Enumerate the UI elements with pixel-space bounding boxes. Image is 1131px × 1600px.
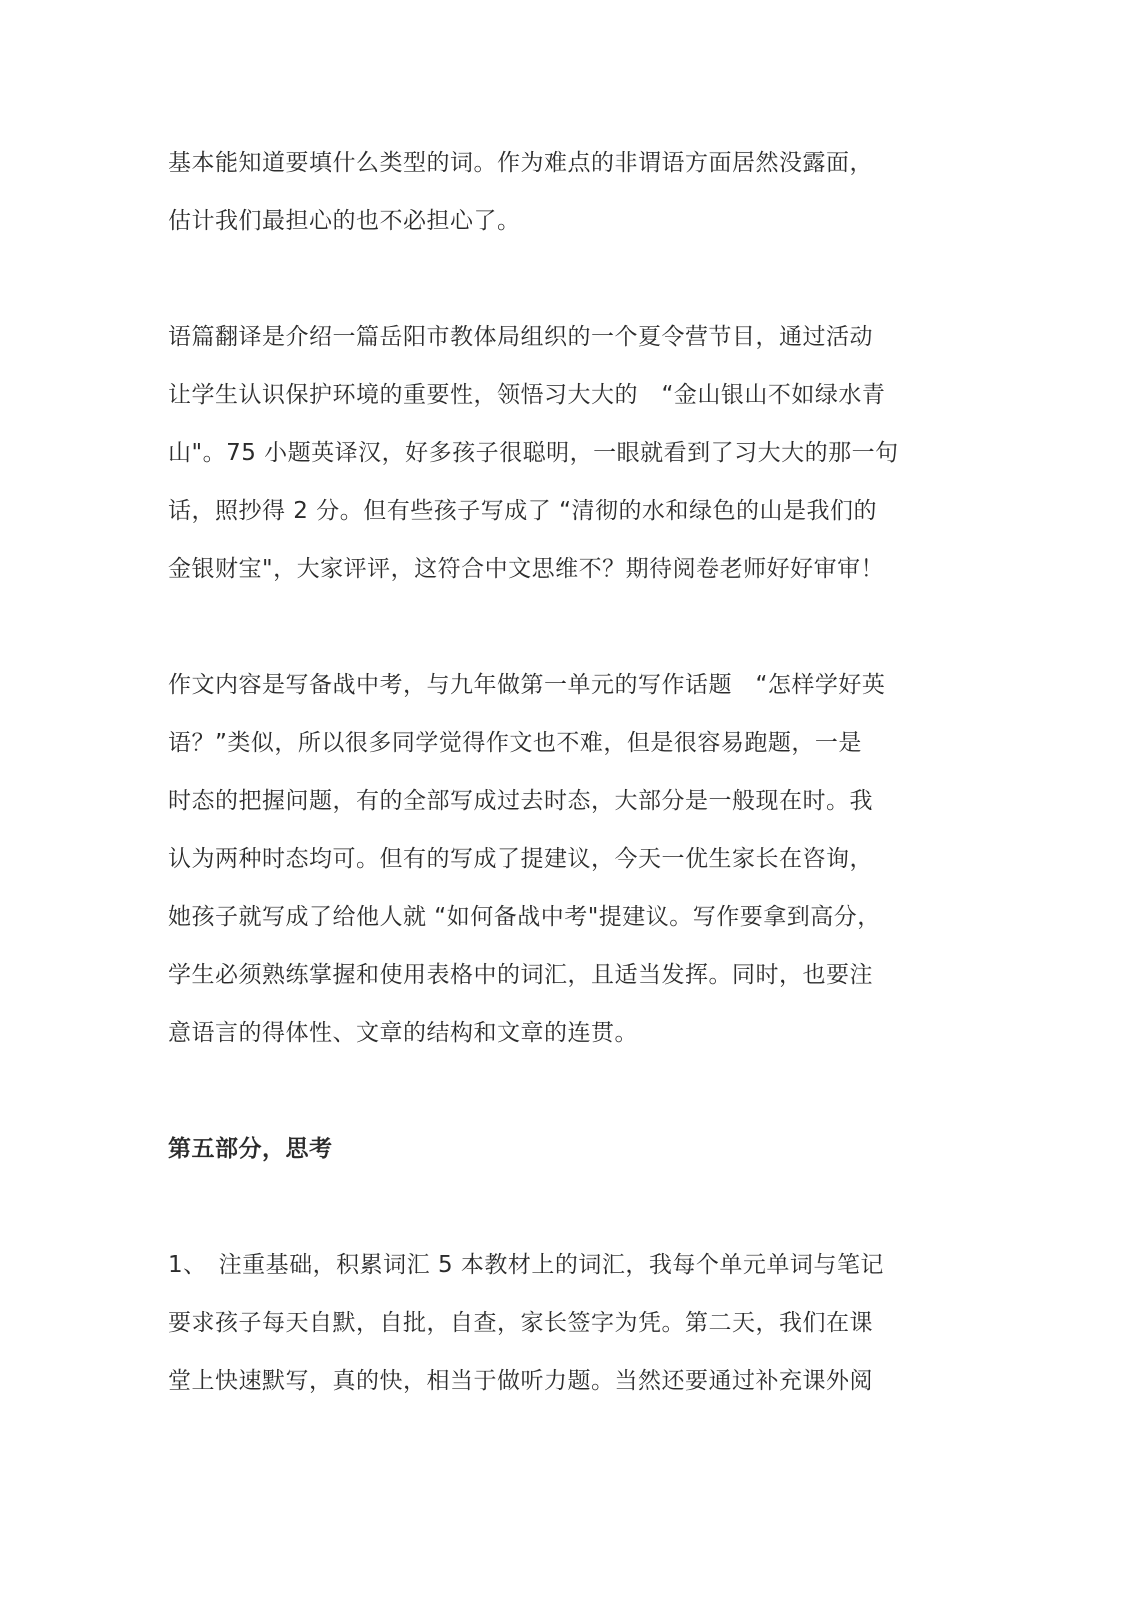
paragraph-3-line-6: 学生必须熟练掌握和使用表格中的词汇，且适当发挥。同时，也要注 <box>168 962 873 988</box>
paragraph-3-line-4: 认为两种时态均可。但有的写成了提建议，今天一优生家长在咨询， <box>168 846 873 872</box>
paragraph-3-line-1: 作文内容是写备战中考，与九年做第一单元的写作话题 “怎样学好英 <box>168 672 886 698</box>
paragraph-3-line-3: 时态的把握问题，有的全部写成过去时态，大部分是一般现在时。我 <box>168 788 873 814</box>
section-heading: 第五部分，思考 <box>168 1136 333 1162</box>
paragraph-3-line-5: 她孩子就写成了给他人就 “如何备战中考"提建议。写作要拿到高分， <box>168 904 881 930</box>
paragraph-2-line-3: 山"。75 小题英译汉，好多孩子很聪明，一眼就看到了习大大的那一句 <box>168 440 899 466</box>
paragraph-4-line-3: 堂上快速默写，真的快，相当于做听力题。当然还要通过补充课外阅 <box>168 1368 873 1394</box>
paragraph-3-line-2: 语？”类似，所以很多同学觉得作文也不难，但是很容易跑题，一是 <box>168 730 862 756</box>
paragraph-4-line-2: 要求孩子每天自默，自批，自查，家长签字为凭。第二天，我们在课 <box>168 1310 873 1336</box>
paragraph-1-line-1: 基本能知道要填什么类型的词。作为难点的非谓语方面居然没露面， <box>168 150 873 176</box>
paragraph-2-line-2: 让学生认识保护环境的重要性，领悟习大大的 “金山银山不如绿水青 <box>168 382 886 408</box>
paragraph-2-line-1: 语篇翻译是介绍一篇岳阳市教体局组织的一个夏令营节目，通过活动 <box>168 324 873 350</box>
paragraph-4-line-1: 1、 注重基础，积累词汇 5 本教材上的词汇，我每个单元单词与笔记 <box>168 1252 884 1278</box>
paragraph-2-line-4: 话，照抄得 2 分。但有些孩子写成了 “清彻的水和绿色的山是我们的 <box>168 498 877 524</box>
paragraph-3-line-7: 意语言的得体性、文章的结构和文章的连贯。 <box>168 1020 638 1046</box>
paragraph-1-line-2: 估计我们最担心的也不必担心了。 <box>168 208 521 234</box>
paragraph-2-line-5: 金银财宝"，大家评评，这符合中文思维不？期待阅卷老师好好审审！ <box>168 556 885 582</box>
